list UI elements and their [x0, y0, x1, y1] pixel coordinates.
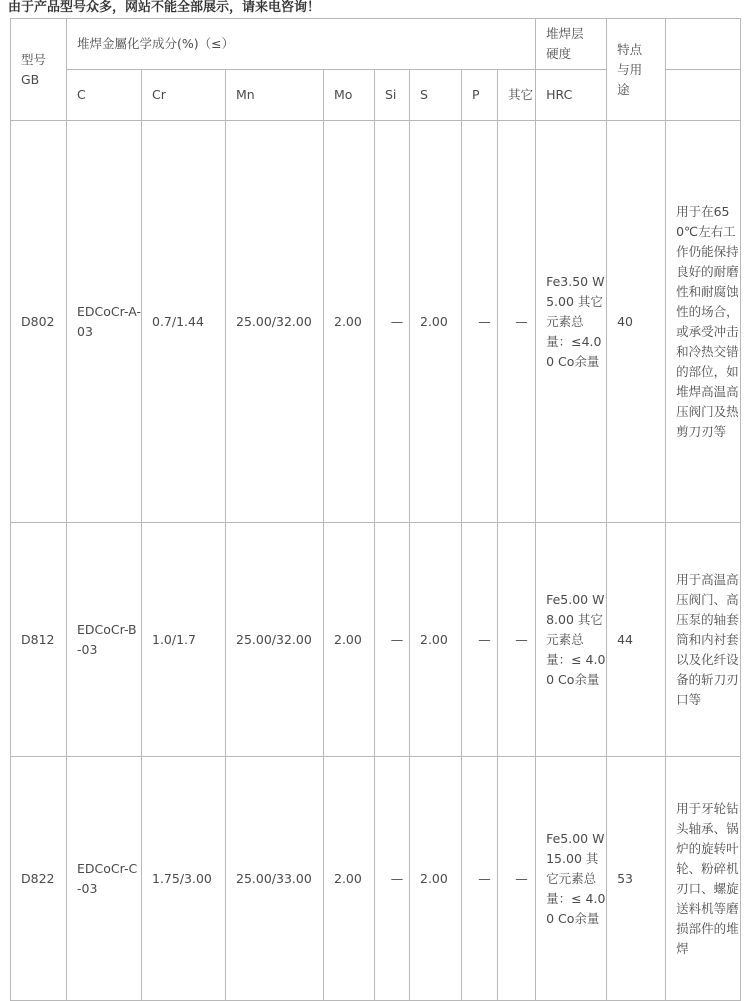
feature-header	[607, 19, 666, 121]
composition-header: 堆焊金屬化学成分(%)（≤）	[67, 19, 536, 70]
table-row	[11, 757, 741, 1001]
standard-cell: EDCoCr-C-03	[67, 757, 142, 1001]
usage-cell: 用于牙轮钻头轴承、锅炉的旋转叶轮、粉碎机刃口、螺旋送料机等磨损部件的堆焊	[666, 757, 741, 1001]
mn-cell: 2.00	[324, 757, 375, 1001]
hardness-header-line2: 硬度	[546, 46, 572, 61]
p-cell: —	[498, 121, 536, 523]
mo-cell: —	[375, 757, 410, 1001]
cr-cell: 25.00/33.00	[226, 757, 324, 1001]
hardness-header	[536, 19, 607, 70]
s-cell: —	[462, 121, 498, 523]
c-cell: 1.0/1.7	[142, 523, 226, 757]
col-header-s: S	[410, 70, 462, 121]
model-header-line2: GB	[21, 71, 40, 87]
feature-header-line1: 特点	[617, 41, 643, 57]
header-row-1	[11, 19, 741, 70]
p-cell: —	[498, 757, 536, 1001]
hardness-header-line1: 堆焊层	[546, 26, 584, 41]
table-row	[11, 523, 741, 757]
model-cell: D822	[11, 757, 67, 1001]
s-cell: —	[462, 757, 498, 1001]
c-cell: 1.75/3.00	[142, 757, 226, 1001]
p-cell: —	[498, 523, 536, 757]
usage-subheader	[666, 70, 741, 121]
hrc-cell: 53	[607, 757, 666, 1001]
mn-cell: 2.00	[324, 523, 375, 757]
si-cell: 2.00	[410, 121, 462, 523]
alloy-spec-table	[10, 18, 741, 1001]
feature-header-line3: 途	[617, 81, 630, 97]
standard-cell: EDCoCr-B-03	[67, 523, 142, 757]
mo-cell: —	[375, 523, 410, 757]
mn-cell: 2.00	[324, 121, 375, 523]
mo-cell: —	[375, 121, 410, 523]
si-cell: 2.00	[410, 523, 462, 757]
model-header-line1: 型号	[21, 51, 47, 67]
si-cell: 2.00	[410, 757, 462, 1001]
col-header-mo: Mo	[324, 70, 375, 121]
usage-cell: 用于在650℃左右工作仍能保持良好的耐磨性和耐腐蚀性的场合，或承受冲击和冷热交错的部位，如堆焊高温高压阀门及热剪刀刃等	[666, 121, 741, 523]
col-header-p: P	[462, 70, 498, 121]
table-row	[11, 121, 741, 523]
col-header-c: C	[67, 70, 142, 121]
standard-cell: EDCoCr-A-03	[67, 121, 142, 523]
c-cell: 0.7/1.44	[142, 121, 226, 523]
consult-notice: 由于产品型号众多，网站不能全部展示，请来电咨询！	[8, 0, 321, 15]
s-cell: —	[462, 523, 498, 757]
cr-cell: 25.00/32.00	[226, 523, 324, 757]
other-cell: Fe5.00 W15.00 其它元素总量：≤ 4.00 Co余量	[536, 757, 607, 1001]
usage-header	[666, 19, 741, 70]
col-header-si: Si	[375, 70, 410, 121]
col-header-hrc: HRC	[536, 70, 607, 121]
other-cell: Fe3.50 W5.00 其它元素总量：≤4.00 Co余量	[536, 121, 607, 523]
col-header-mn: Mn	[226, 70, 324, 121]
cr-cell: 25.00/32.00	[226, 121, 324, 523]
col-header-other: 其它	[498, 70, 536, 121]
model-cell: D802	[11, 121, 67, 523]
hrc-cell: 40	[607, 121, 666, 523]
model-header	[11, 19, 67, 121]
col-header-cr: Cr	[142, 70, 226, 121]
other-cell: Fe5.00 W8.00 其它元素总量：≤ 4.00 Co余量	[536, 523, 607, 757]
usage-cell: 用于高温高压阀门、高压泵的轴套筒和内衬套以及化纤设备的斩刀刃口等	[666, 523, 741, 757]
model-cell: D812	[11, 523, 67, 757]
hrc-cell: 44	[607, 523, 666, 757]
feature-header-line2: 与用	[617, 61, 643, 77]
